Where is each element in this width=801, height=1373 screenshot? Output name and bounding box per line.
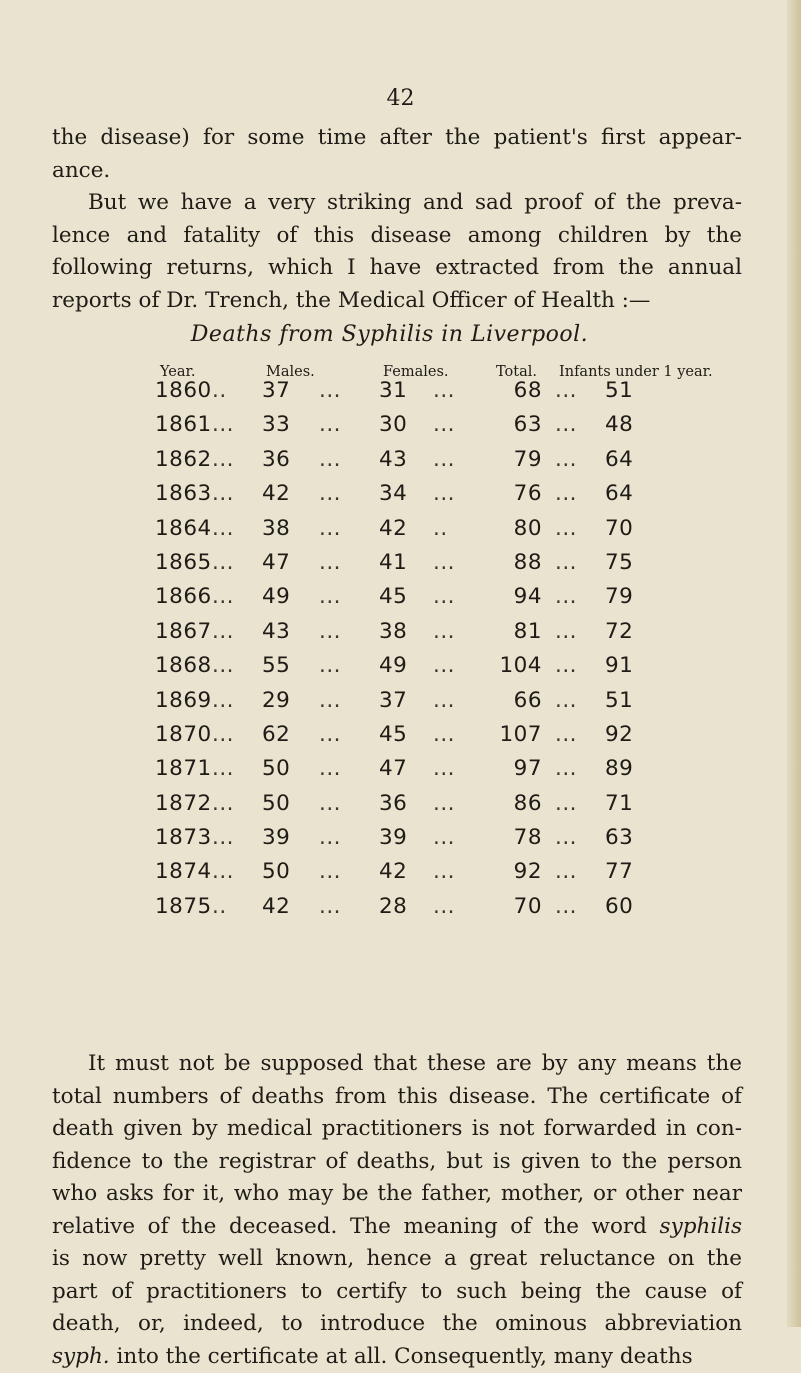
italic-word-syph: syph.	[52, 1344, 110, 1369]
text-line: But we have a very striking and sad proof of the preva-	[52, 187, 742, 220]
cell-infants: 77	[605, 859, 633, 884]
leader-dots: ...	[212, 412, 234, 437]
leader-dots: ...	[319, 378, 341, 403]
leader-dots: ...	[319, 584, 341, 609]
leader-dots: ...	[555, 894, 577, 919]
leader-dots: ...	[433, 584, 455, 609]
leader-dots: ...	[433, 791, 455, 816]
cell-year: 1863	[155, 481, 212, 506]
leader-dots: ...	[319, 894, 341, 919]
leader-dots: ...	[212, 653, 234, 678]
cell-females: 28	[379, 894, 407, 919]
cell-total: 68	[482, 378, 542, 403]
table-row	[0, 615, 801, 649]
cell-males: 36	[262, 447, 290, 472]
cell-total: 78	[482, 825, 542, 850]
leader-dots: ...	[319, 516, 341, 541]
cell-females: 45	[379, 584, 407, 609]
cell-females: 47	[379, 756, 407, 781]
leader-dots: ..	[212, 894, 227, 919]
header-year: Year.	[160, 364, 196, 380]
table-row	[0, 718, 801, 752]
cell-infants: 51	[605, 688, 633, 713]
cell-infants: 92	[605, 722, 633, 747]
leader-dots: ...	[555, 516, 577, 541]
cell-females: 31	[379, 378, 407, 403]
table-title: Deaths from Syphilis in Liverpool.	[0, 322, 801, 347]
cell-year: 1870	[155, 722, 212, 747]
leader-dots: ...	[555, 791, 577, 816]
text-line-with-italic: relative of the deceased. The meaning of the word syphilis	[52, 1211, 742, 1244]
leader-dots: ...	[555, 756, 577, 781]
cell-females: 41	[379, 550, 407, 575]
leader-dots: ...	[319, 550, 341, 575]
leader-dots: ...	[555, 412, 577, 437]
table-row	[0, 408, 801, 442]
cell-year: 1871	[155, 756, 212, 781]
leader-dots: ...	[319, 791, 341, 816]
cell-total: 63	[482, 412, 542, 437]
leader-dots: ...	[212, 550, 234, 575]
leader-dots: ...	[555, 619, 577, 644]
cell-infants: 63	[605, 825, 633, 850]
leader-dots: ...	[319, 825, 341, 850]
leader-dots: ...	[319, 412, 341, 437]
cell-infants: 51	[605, 378, 633, 403]
table-row	[0, 374, 801, 408]
leader-dots: ...	[433, 894, 455, 919]
leader-dots: ...	[433, 653, 455, 678]
cell-total: 80	[482, 516, 542, 541]
cell-total: 94	[482, 584, 542, 609]
leader-dots: ...	[555, 825, 577, 850]
cell-females: 36	[379, 791, 407, 816]
cell-infants: 48	[605, 412, 633, 437]
text-line: following returns, which I have extracted from the annual	[52, 252, 742, 285]
cell-infants: 89	[605, 756, 633, 781]
cell-males: 47	[262, 550, 290, 575]
leader-dots: ...	[212, 756, 234, 781]
cell-year: 1875	[155, 894, 212, 919]
table-row	[0, 684, 801, 718]
text-line: reports of Dr. Trench, the Medical Officer of Health :—	[52, 285, 742, 318]
cell-males: 62	[262, 722, 290, 747]
text-line: fidence to the registrar of deaths, but is given to the person	[52, 1146, 742, 1179]
cell-females: 39	[379, 825, 407, 850]
cell-females: 30	[379, 412, 407, 437]
leader-dots: ...	[319, 756, 341, 781]
text-line: total numbers of deaths from this disease. The certificate of	[52, 1081, 742, 1114]
text-line: ance.	[52, 155, 742, 188]
leader-dots: ...	[319, 688, 341, 713]
leader-dots: ...	[433, 619, 455, 644]
leader-dots: ...	[212, 619, 234, 644]
paragraph-3	[52, 1048, 742, 1373]
cell-males: 42	[262, 481, 290, 506]
cell-total: 76	[482, 481, 542, 506]
leader-dots: ...	[555, 584, 577, 609]
cell-males: 39	[262, 825, 290, 850]
leader-dots: ...	[555, 653, 577, 678]
leader-dots: ...	[555, 481, 577, 506]
table-row	[0, 821, 801, 855]
text-line-with-italic: syph. into the certificate at all. Consequently, many deaths	[52, 1341, 742, 1373]
table-row	[0, 855, 801, 889]
italic-word-syphilis: syphilis	[660, 1214, 742, 1239]
cell-males: 37	[262, 378, 290, 403]
table-row	[0, 512, 801, 546]
table-row	[0, 546, 801, 580]
leader-dots: ...	[319, 722, 341, 747]
cell-females: 42	[379, 516, 407, 541]
cell-males: 49	[262, 584, 290, 609]
leader-dots: ...	[319, 619, 341, 644]
leader-dots: ...	[212, 584, 234, 609]
cell-infants: 60	[605, 894, 633, 919]
leader-dots: ...	[212, 722, 234, 747]
table-row	[0, 477, 801, 511]
leader-dots: ...	[433, 412, 455, 437]
leader-dots: ...	[212, 481, 234, 506]
cell-infants: 75	[605, 550, 633, 575]
leader-dots: ..	[433, 516, 448, 541]
cell-year: 1869	[155, 688, 212, 713]
leader-dots: ...	[212, 447, 234, 472]
cell-year: 1865	[155, 550, 212, 575]
leader-dots: ...	[212, 516, 234, 541]
cell-males: 38	[262, 516, 290, 541]
leader-dots: ...	[433, 825, 455, 850]
table-row	[0, 649, 801, 683]
cell-infants: 64	[605, 447, 633, 472]
leader-dots: ...	[555, 688, 577, 713]
cell-year: 1861	[155, 412, 212, 437]
leader-dots: ...	[212, 825, 234, 850]
cell-year: 1868	[155, 653, 212, 678]
cell-year: 1867	[155, 619, 212, 644]
leader-dots: ...	[555, 378, 577, 403]
leader-dots: ...	[212, 859, 234, 884]
leader-dots: ...	[433, 378, 455, 403]
cell-year: 1873	[155, 825, 212, 850]
cell-infants: 64	[605, 481, 633, 506]
leader-dots: ...	[433, 447, 455, 472]
cell-infants: 91	[605, 653, 633, 678]
leader-dots: ...	[555, 550, 577, 575]
text-line: death given by medical practitioners is not forwarded in con-	[52, 1113, 742, 1146]
cell-males: 33	[262, 412, 290, 437]
cell-total: 88	[482, 550, 542, 575]
text-line: the disease) for some time after the patient's first appear-	[52, 122, 742, 155]
leader-dots: ...	[212, 688, 234, 713]
cell-total: 81	[482, 619, 542, 644]
cell-males: 43	[262, 619, 290, 644]
leader-dots: ...	[319, 481, 341, 506]
leader-dots: ...	[433, 722, 455, 747]
leader-dots: ...	[433, 550, 455, 575]
cell-total: 107	[482, 722, 542, 747]
cell-total: 79	[482, 447, 542, 472]
cell-year: 1872	[155, 791, 212, 816]
cell-females: 34	[379, 481, 407, 506]
cell-year: 1874	[155, 859, 212, 884]
paragraph-1	[52, 122, 742, 187]
leader-dots: ...	[555, 859, 577, 884]
header-infants: Infants under 1 year.	[559, 364, 713, 380]
cell-infants: 72	[605, 619, 633, 644]
table-row	[0, 787, 801, 821]
cell-total: 70	[482, 894, 542, 919]
cell-year: 1862	[155, 447, 212, 472]
cell-males: 50	[262, 859, 290, 884]
cell-males: 50	[262, 756, 290, 781]
paragraph-2	[52, 187, 742, 317]
leader-dots: ...	[319, 653, 341, 678]
table-row	[0, 752, 801, 786]
cell-infants: 71	[605, 791, 633, 816]
table-row	[0, 580, 801, 614]
leader-dots: ...	[555, 722, 577, 747]
leader-dots: ...	[555, 447, 577, 472]
leader-dots: ..	[212, 378, 227, 403]
text-line: death, or, indeed, to introduce the ominous abbreviation	[52, 1308, 742, 1341]
leader-dots: ...	[212, 791, 234, 816]
cell-females: 38	[379, 619, 407, 644]
cell-total: 66	[482, 688, 542, 713]
table-row	[0, 443, 801, 477]
leader-dots: ...	[319, 859, 341, 884]
cell-total: 86	[482, 791, 542, 816]
header-females: Females.	[383, 364, 449, 380]
leader-dots: ...	[433, 756, 455, 781]
cell-males: 50	[262, 791, 290, 816]
cell-infants: 79	[605, 584, 633, 609]
text-line: It must not be supposed that these are by any means the	[52, 1048, 742, 1081]
leader-dots: ...	[433, 859, 455, 884]
text-line: lence and fatality of this disease among children by the	[52, 220, 742, 253]
header-total: Total.	[496, 364, 537, 380]
leader-dots: ...	[433, 688, 455, 713]
cell-year: 1864	[155, 516, 212, 541]
table-body	[0, 374, 801, 924]
text-line: who asks for it, who may be the father, mother, or other near	[52, 1178, 742, 1211]
text-line: part of practitioners to certify to such being the cause of	[52, 1276, 742, 1309]
cell-females: 45	[379, 722, 407, 747]
cell-males: 29	[262, 688, 290, 713]
page-number: 42	[0, 86, 801, 111]
cell-year: 1866	[155, 584, 212, 609]
cell-total: 97	[482, 756, 542, 781]
leader-dots: ...	[319, 447, 341, 472]
header-males: Males.	[266, 364, 315, 380]
leader-dots: ...	[433, 481, 455, 506]
cell-females: 37	[379, 688, 407, 713]
cell-year: 1860	[155, 378, 212, 403]
cell-total: 104	[482, 653, 542, 678]
cell-males: 42	[262, 894, 290, 919]
cell-females: 43	[379, 447, 407, 472]
text-line: is now pretty well known, hence a great reluctance on the	[52, 1243, 742, 1276]
cell-total: 92	[482, 859, 542, 884]
cell-males: 55	[262, 653, 290, 678]
cell-females: 49	[379, 653, 407, 678]
cell-females: 42	[379, 859, 407, 884]
cell-infants: 70	[605, 516, 633, 541]
table-row	[0, 890, 801, 924]
